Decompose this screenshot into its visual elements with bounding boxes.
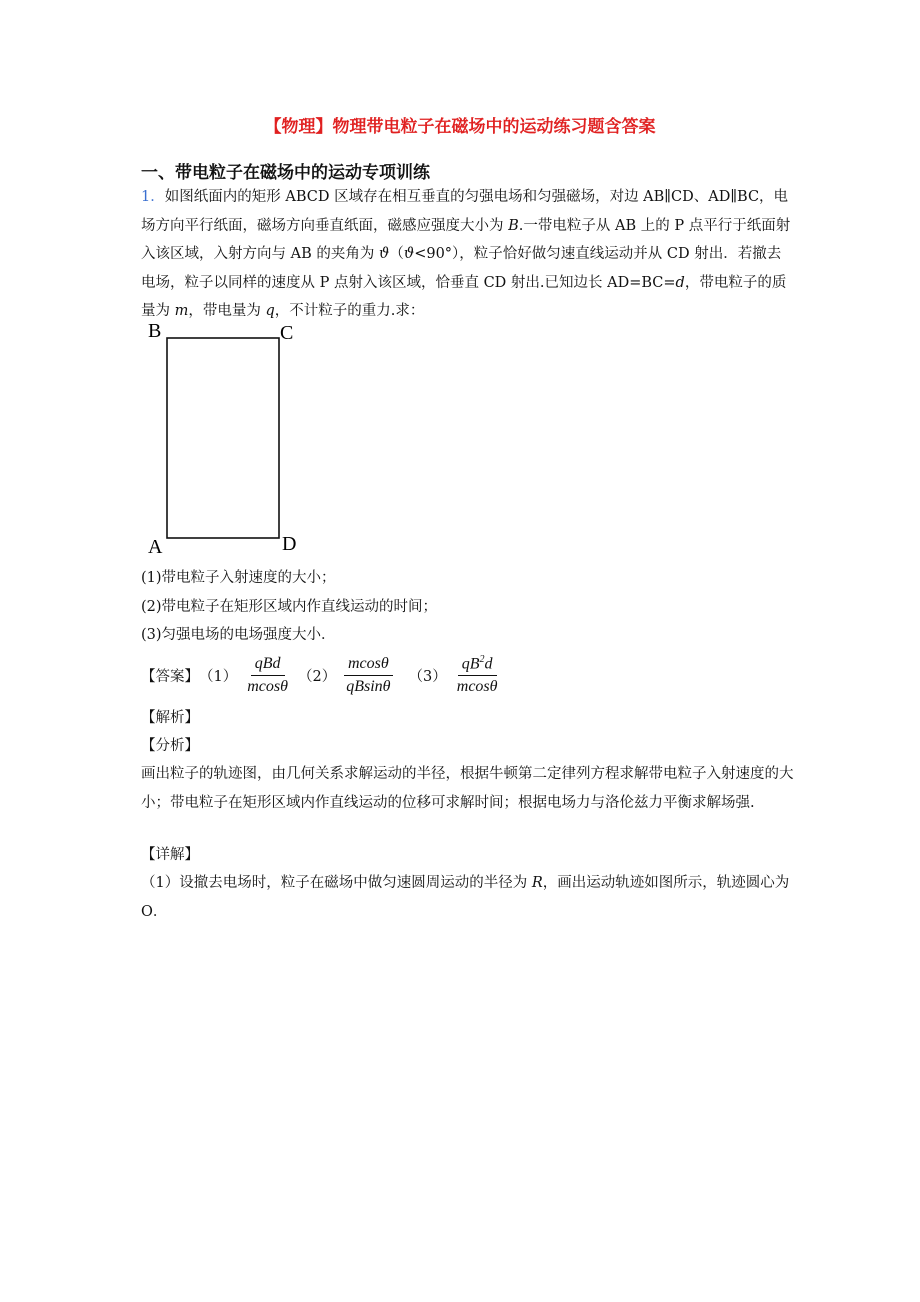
answer-fraction-1 — [243, 655, 292, 696]
superscript: 2 — [479, 653, 485, 665]
subquestion-2: (2)带电粒子在矩形区域内作直线运动的时间； — [141, 599, 438, 615]
question-text: ，带电粒子的质量为 — [141, 274, 787, 319]
question-text: （ — [389, 246, 404, 262]
label-d: D — [282, 533, 297, 555]
question-text: 如图纸面内的矩形 ABCD 区域存在相互垂直的匀强电场和匀强磁场，对边 AB∥CD、AD∥BC，电场方向平行纸面，磁场方向垂直纸面，磁感应强度大小为 — [141, 189, 789, 234]
question-number: 1． — [141, 189, 165, 205]
xiangjie-heading: 【详解】 — [141, 847, 199, 863]
detail-text: ，画出运动轨迹如图所示，轨迹圆心为 O． — [141, 875, 790, 920]
numerator — [458, 654, 497, 676]
answer-fraction-2 — [342, 655, 394, 696]
numerator: qBd — [251, 655, 285, 676]
answer-part-1-label: （1） — [199, 668, 238, 685]
denominator: mcosθ — [456, 678, 498, 696]
var-m: m — [174, 303, 189, 319]
var-d: d — [675, 274, 685, 291]
label-c: C — [280, 322, 294, 344]
denominator: qBsinθ — [346, 677, 391, 695]
jiexi-heading: 【解析】 — [141, 710, 199, 726]
detail-paragraph — [141, 869, 796, 926]
var-q: q — [265, 303, 275, 319]
answer-label: 【答案】 — [141, 668, 199, 685]
label-a: A — [148, 536, 163, 558]
rectangle-abcd — [167, 338, 279, 538]
rectangle-figure — [144, 318, 314, 558]
numerator: mcosθ — [344, 655, 393, 676]
fenxi-heading: 【分析】 — [141, 738, 199, 754]
answer-fraction-3 — [453, 654, 502, 696]
section-heading: 一、带电粒子在磁场中的运动专项训练 — [141, 163, 430, 183]
subquestion-1: (1)带电粒子入射速度的大小； — [141, 570, 336, 586]
var-theta: ϑ — [378, 246, 390, 262]
question-text: .一带电粒子从 AB 上的 P 点平行于纸面射入该区域，入射方向与 AB 的夹角为 — [141, 217, 791, 262]
question-text: ，不计粒子的重力.求： — [274, 303, 425, 319]
question-1 — [141, 183, 791, 326]
analysis-paragraph: 画出粒子的轨迹图，由几何关系求解运动的半径，根据牛顿第二定律列方程求解带电粒子入射速度的大小；带电粒子在矩形区域内作直线运动的位移可求解时间；根据电场力与洛伦兹力平衡求解场强. — [141, 766, 794, 811]
page-title: 【物理】物理带电粒子在磁场中的运动练习题含答案 — [264, 117, 656, 137]
var-r: R — [531, 875, 543, 891]
answer-line — [141, 653, 508, 697]
question-text: <90°），粒子恰好做匀速直线运动并从 CD 射出．若撤去电场，粒子以同样的速度从 P 点射入该区域，恰垂直 CD 射出.已知边长 AD=BC= — [141, 246, 782, 291]
numerator-part: qB — [461, 655, 480, 673]
var-theta: ϑ — [403, 246, 415, 262]
answer-part-2-label: （2） — [297, 668, 337, 685]
answer-part-3-label: （3） — [408, 668, 447, 685]
question-text: ，带电量为 — [188, 303, 266, 319]
var-b: B — [508, 217, 519, 234]
numerator-part: d — [484, 655, 493, 673]
subquestion-3: (3)匀强电场的电场强度大小． — [141, 627, 336, 643]
label-b: B — [148, 320, 162, 342]
detail-text: （1）设撤去电场时，粒子在磁场中做匀速圆周运动的半径为 — [141, 875, 532, 891]
denominator: mcosθ — [247, 677, 288, 695]
